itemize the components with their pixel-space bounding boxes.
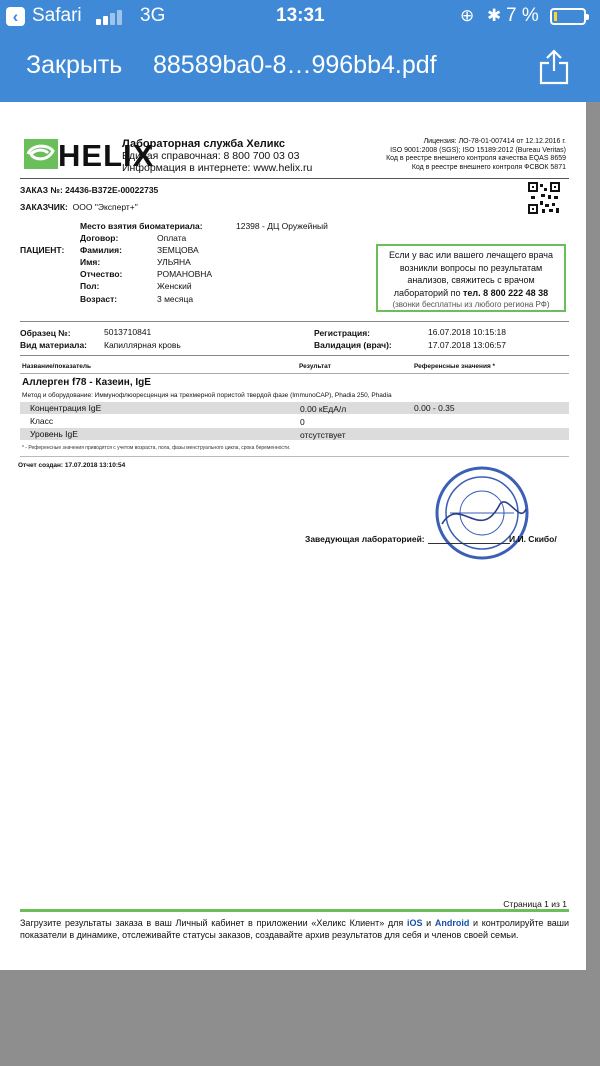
footer-text [20,917,569,941]
material-value: Капиллярная кровь [104,340,181,350]
test-title: Аллерген f78 - Казеин, IgE [22,377,151,388]
table-row-shade [20,428,569,440]
notice-line: Если у вас или вашего лечащего врача [388,250,554,260]
order-number [20,185,158,195]
nav-row [0,45,600,91]
field-label: Имя: [80,257,101,267]
footer-part: и [422,918,435,928]
field-label: Возраст: [80,294,118,304]
table-row-shade [20,402,569,414]
web-line: Информация в интернете: www.helix.ru [122,162,313,174]
method-line: Метод и оборудование: Иммунофлюоресценция на трехмерной пористой твердой фазе (ImmunoCAP), Phadia 250, Phadia [22,392,392,399]
bluetooth-icon: ✱ [487,6,502,25]
doctor-notice-box [376,244,566,312]
divider [20,456,569,457]
result-value: отсутствует [300,430,346,440]
result-name: Уровень IgE [30,429,78,439]
column-header-reference: Референсные значения * [414,363,496,370]
license-line: Код в реестре внешнего контроля качества EQAS 8659 [386,155,566,162]
head-label: Заведующая лабораторией: [305,534,425,544]
column-header-name: Название/показатель [22,363,92,370]
divider [20,321,569,322]
site-value: 12398 - ДЦ Оружейный [236,221,328,231]
material-label: Вид материала: [20,340,88,350]
sample-value: 5013710841 [104,327,152,337]
footer-part: Загрузите результаты заказа в ваш Личный кабинет в приложении «Хеликс Клиент» для [20,918,407,928]
field-value: УЛЬЯНА [157,257,191,267]
battery-percent: 7 % [506,5,539,26]
license-line: Код в реестре внешнего контроля ФСВОК 5871 [411,163,566,171]
site-label: Место взятия биоматериала: [80,221,203,231]
notice-prefix: лабораторий по [393,287,463,298]
field-value: Женский [157,281,192,291]
result-reference: 0.00 - 0.35 [414,403,455,413]
sample-label: Образец №: [20,328,71,338]
pdf-page[interactable] [0,102,586,970]
customer-value: ООО "Эксперт+" [72,202,138,212]
footer-divider [20,909,569,912]
lab-stamp-icon [430,464,534,562]
result-value: 0 [300,417,305,427]
notice-line: возникли вопросы по результатам [399,262,543,273]
field-label: Фамилия: [80,245,122,255]
helix-logo-text: HELIX [58,138,155,173]
footnote: * - Референсные значения приводятся с учетом возраста, пола, фазы менструального цикла, срока беременности. [22,445,291,451]
qr-code-icon [528,182,560,214]
head-name: И.И. Скибо/ [509,534,557,544]
share-icon[interactable] [538,49,570,85]
divider [20,355,569,356]
result-value: 0.00 кЕдА/л [300,404,347,414]
notice-phone-line [378,287,564,300]
back-app-label[interactable]: Safari [32,5,82,26]
result-name: Класс [30,416,54,426]
notice-free-call: (звонки бесплатны из любого региона РФ) [392,300,550,309]
file-title: 88589ba0-8…996bb4.pdf [153,51,437,79]
clock: 13:31 [276,5,325,26]
order-value: 24436-B372E-00022735 [65,185,159,195]
result-name: Концентрация IgE [30,403,102,413]
orientation-lock-icon: ⊕ [460,6,475,25]
top-bar [0,0,600,102]
battery-icon [550,8,586,25]
registration-value: 16.07.2018 10:15:18 [428,327,506,337]
field-label: Договор: [80,233,119,243]
bottom-background [0,970,600,1066]
registration-label: Регистрация: [314,328,371,338]
field-label: Отчество: [80,269,123,279]
signal-icon [96,9,124,25]
footer-part: и контролируйте ваши показатели в динамике, отслеживайте статусы заказов, создавайте архив результатов для себя и членов своей семьи. [20,918,570,940]
license-line: Лицензия: ЛО-78-01-007414 от 12.12.2016 г. [423,138,566,145]
notice-line: анализов, свяжитесь с врачом [407,275,535,285]
report-created [18,462,125,469]
status-bar [0,0,600,34]
divider [20,178,569,179]
signature-line [428,543,510,544]
field-value: ЗЕМЦОВА [157,245,199,255]
customer-label: ЗАКАЗЧИК: [20,202,68,212]
order-label: ЗАКАЗ №: [20,185,63,195]
customer [20,202,138,212]
close-button[interactable]: Закрыть [26,51,123,79]
notice-phone[interactable]: тел. 8 800 222 48 38 [463,287,549,298]
page-number: Страница 1 из 1 [503,899,567,909]
field-label: Пол: [80,281,100,291]
license-line: ISO 9001:2008 (SGS); ISO 15189:2012 (Bureau Veritas) [390,146,566,154]
back-to-app-icon[interactable]: ‹ [6,7,25,26]
field-value: 3 месяца [157,294,194,304]
divider [20,373,569,374]
column-header-result: Результат [299,363,331,370]
network-label: 3G [140,5,166,26]
field-value: Оплата [157,233,187,243]
lab-name: Лабораторная служба Хеликс [122,138,286,150]
phone-line: Единая справочная: 8 800 700 03 03 [122,150,300,162]
field-value: РОМАНОВНА [157,269,213,279]
validation-label: Валидация (врач): [314,340,392,350]
android-link[interactable]: Android [434,918,470,928]
report-created-text: Отчет создан: 17.07.2018 13:10:54 [18,462,126,469]
patient-label: ПАЦИЕНТ: [20,245,65,255]
license-block [386,138,566,172]
validation-value: 17.07.2018 13:06:57 [428,340,506,350]
ios-link[interactable]: iOS [406,918,423,928]
